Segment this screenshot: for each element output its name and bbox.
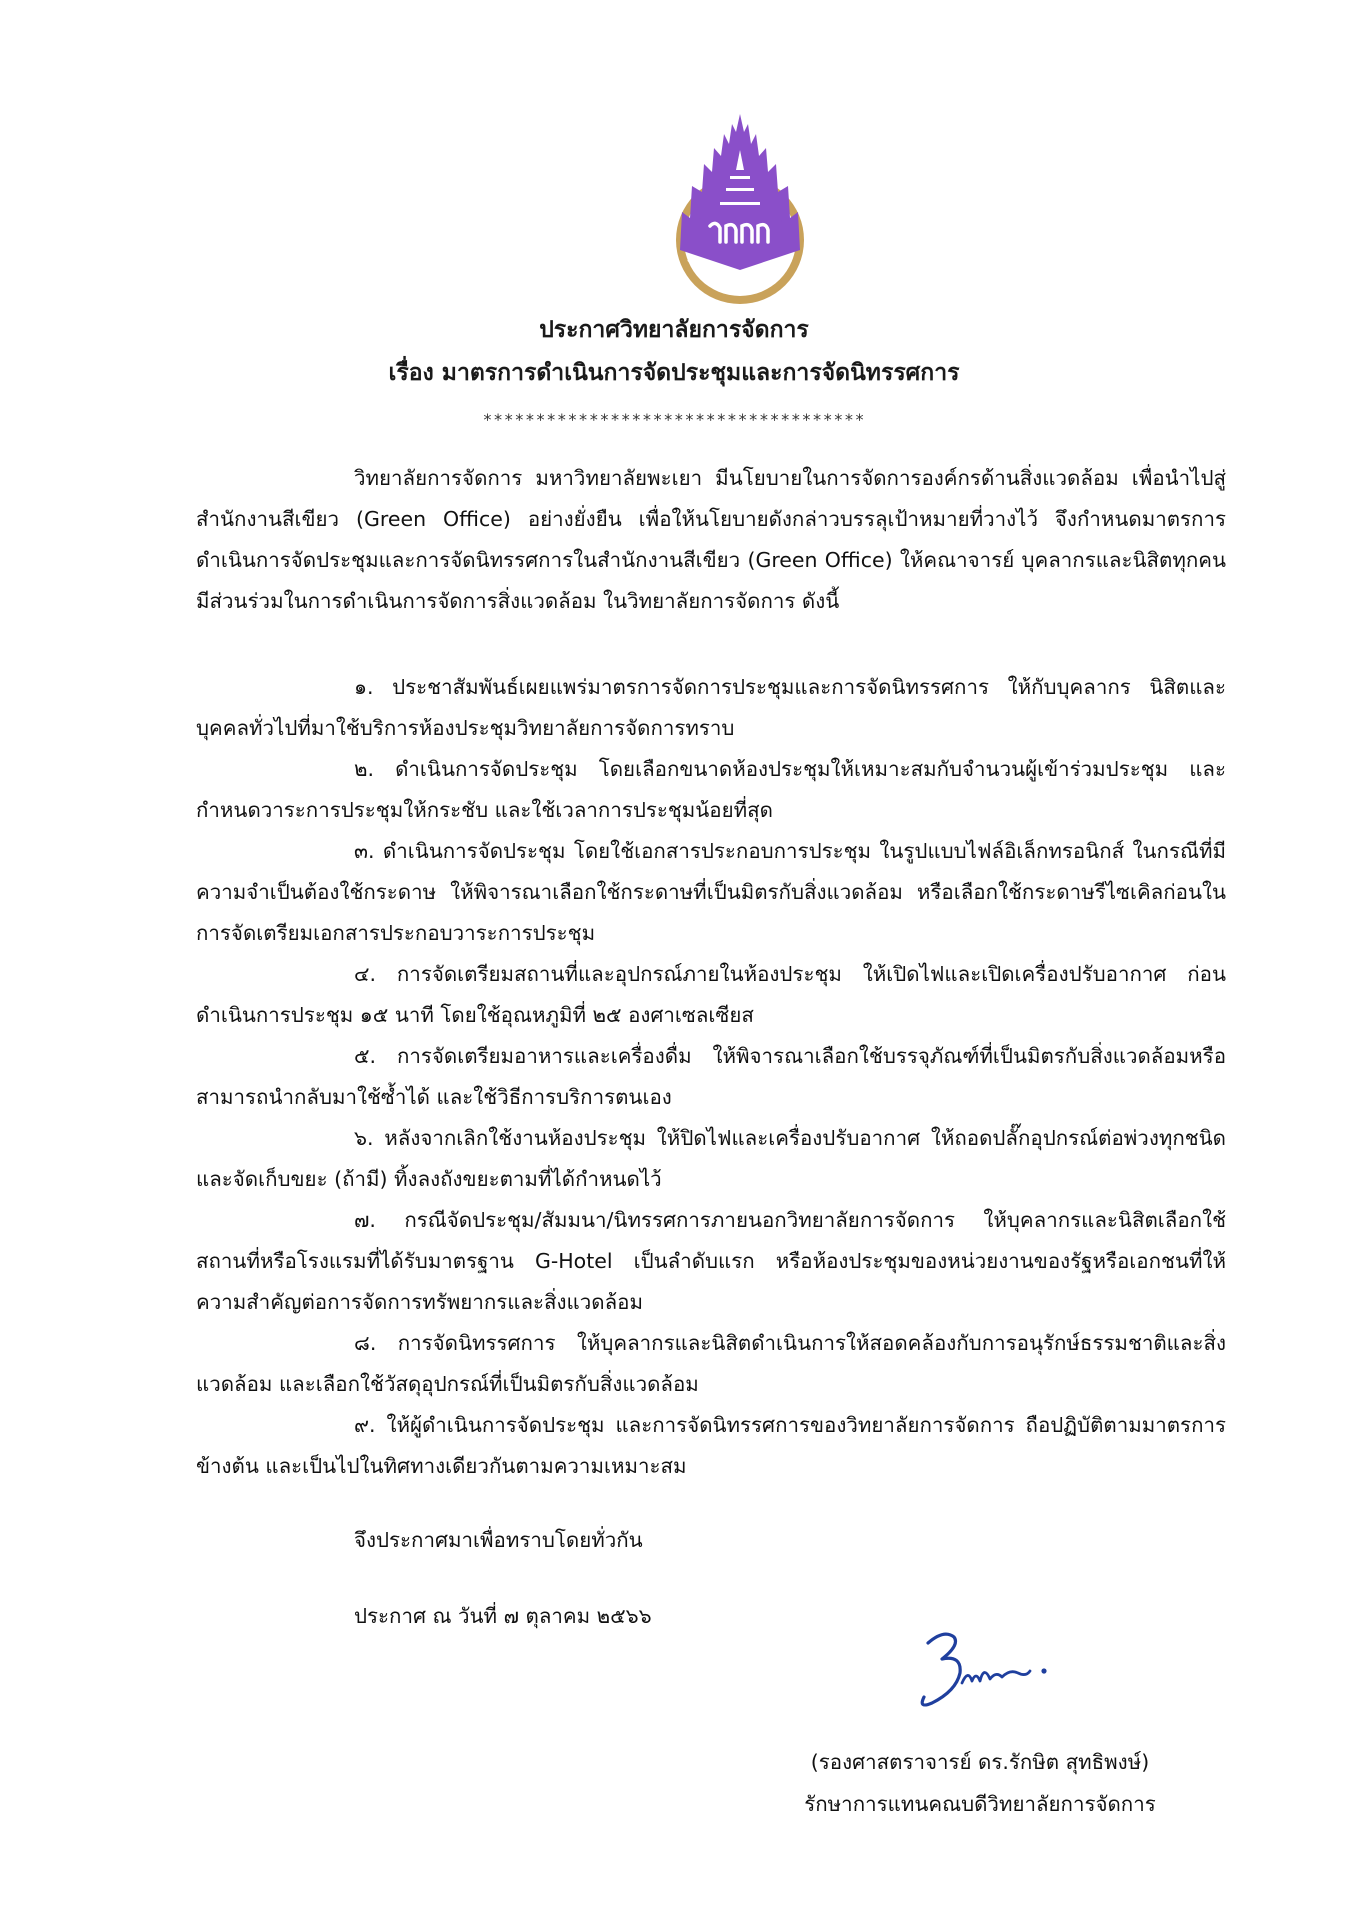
intro-section — [196, 458, 1226, 622]
measure-item: ๕. การจัดเตรียมอาหารและเครื่องดื่ม ให้พิจารณาเลือกใช้บรรจุภัณฑ์ที่เป็นมิตรกับสิ่งแวดล้อมหรือสามารถนำกลับมาใช้ซ้ำได้ และใช้วิธีการบริการตนเอง — [196, 1044, 1226, 1109]
page-subject: เรื่อง มาตรการดำเนินการจัดประชุมและการจัดนิทรรศการ — [388, 360, 960, 386]
university-logo-icon — [658, 110, 822, 310]
measure-item: ๑. ประชาสัมพันธ์เผยแพร่มาตรการจัดการประชุมและการจัดนิทรรศการ ให้กับบุคลากร นิสิตและบุคคลทั่วไปที่มาใช้บริการห้องประชุมวิทยาลัยการจัดการทราบ — [196, 675, 1226, 740]
measure-item: ๓. ดำเนินการจัดประชุม โดยใช้เอกสารประกอบการประชุม ในรูปแบบไฟล์อิเล็กทรอนิกส์ ในกรณีที่มีความจำเป็นต้องใช้กระดาษ ให้พิจารณาเลือกใช้กระดาษที่เป็นมิตรกับสิ่งแวดล้อม หรือเลือกใช้กระดาษรีไซเคิลก่อนในการจัดเตรียมเอกสารประกอบวาระการประชุม — [196, 839, 1226, 945]
measure-item: ๗. กรณีจัดประชุม/สัมมนา/นิทรรศการภายนอกวิทยาลัยการจัดการ ให้บุคลากรและนิสิตเลือกใช้สถานที่หรือโรงแรมที่ได้รับมาตรฐาน G-Hotel เป็นลำดับแรก หรือห้องประชุมของหน่วยงานของรัฐหรือเอกชนที่ให้ความสำคัญต่อการจัดการทรัพยากรและสิ่งแวดล้อม — [196, 1208, 1226, 1314]
announcement-date: ประกาศ ณ วันที่ ๗ ตุลาคม ๒๕๖๖ — [354, 1604, 652, 1628]
measures-list — [196, 667, 1226, 1487]
handwritten-signature-icon — [910, 1625, 1060, 1735]
measure-item: ๒. ดำเนินการจัดประชุม โดยเลือกขนาดห้องประชุมให้เหมาะสมกับจำนวนผู้เข้าร่วมประชุม และกำหนดวาระการประชุมให้กระชับ และใช้เวลาการประชุมน้อยที่สุด — [196, 757, 1226, 822]
signer-name: (รองศาสตราจารย์ ดร.รักษิต สุทธิพงษ์) — [810, 1750, 1150, 1774]
closing-announce: จึงประกาศมาเพื่อทราบโดยทั่วกัน — [354, 1528, 643, 1552]
measure-item: ๔. การจัดเตรียมสถานที่และอุปกรณ์ภายในห้องประชุม ให้เปิดไฟและเปิดเครื่องปรับอากาศ ก่อนดำเนินการประชุม ๑๕ นาที โดยใช้อุณหภูมิที่ ๒๕ องศาเซลเซียส — [196, 962, 1226, 1027]
signer-position: รักษาการแทนคณบดีวิทยาลัยการจัดการ — [804, 1792, 1156, 1816]
page-title: ประกาศวิทยาลัยการจัดการ — [539, 317, 809, 343]
measure-item: ๖. หลังจากเลิกใช้งานห้องประชุม ให้ปิดไฟและเครื่องปรับอากาศ ให้ถอดปลั๊กอุปกรณ์ต่อพ่วงทุกชนิด และจัดเก็บขยะ (ถ้ามี) ทิ้งลงถังขยะตามที่ได้กำหนดไว้ — [196, 1126, 1226, 1191]
separator: ************************************ — [482, 410, 866, 429]
intro-paragraph: วิทยาลัยการจัดการ มหาวิทยาลัยพะเยา มีนโยบายในการจัดการองค์กรด้านสิ่งแวดล้อม เพื่อนำไปสู่สำนักงานสีเขียว (Green Office) อย่างยั่งยืน เพื่อให้นโยบายดังกล่าวบรรลุเป้าหมายที่วางไว้ จึงกำหนดมาตรการดำเนินการจัดประชุมและการจัดนิทรรศการในสำนักงานสีเขียว (Green Office) ให้คณาจารย์ บุคลากรและนิสิตทุกคนมีส่วนร่วมในการดำเนินการจัดการสิ่งแวดล้อม ในวิทยาลัยการจัดการ ดังนี้ — [196, 466, 1226, 613]
measure-item: ๘. การจัดนิทรรศการ ให้บุคลากรและนิสิตดำเนินการให้สอดคล้องกับการอนุรักษ์ธรรมชาติและสิ่งแวดล้อม และเลือกใช้วัสดุอุปกรณ์ที่เป็นมิตรกับสิ่งแวดล้อม — [196, 1331, 1226, 1396]
measure-item: ๙. ให้ผู้ดำเนินการจัดประชุม และการจัดนิทรรศการของวิทยาลัยการจัดการ ถือปฏิบัติตามมาตรการข้างต้น และเป็นไปในทิศทางเดียวกันตามความเหมาะสม — [196, 1413, 1226, 1478]
